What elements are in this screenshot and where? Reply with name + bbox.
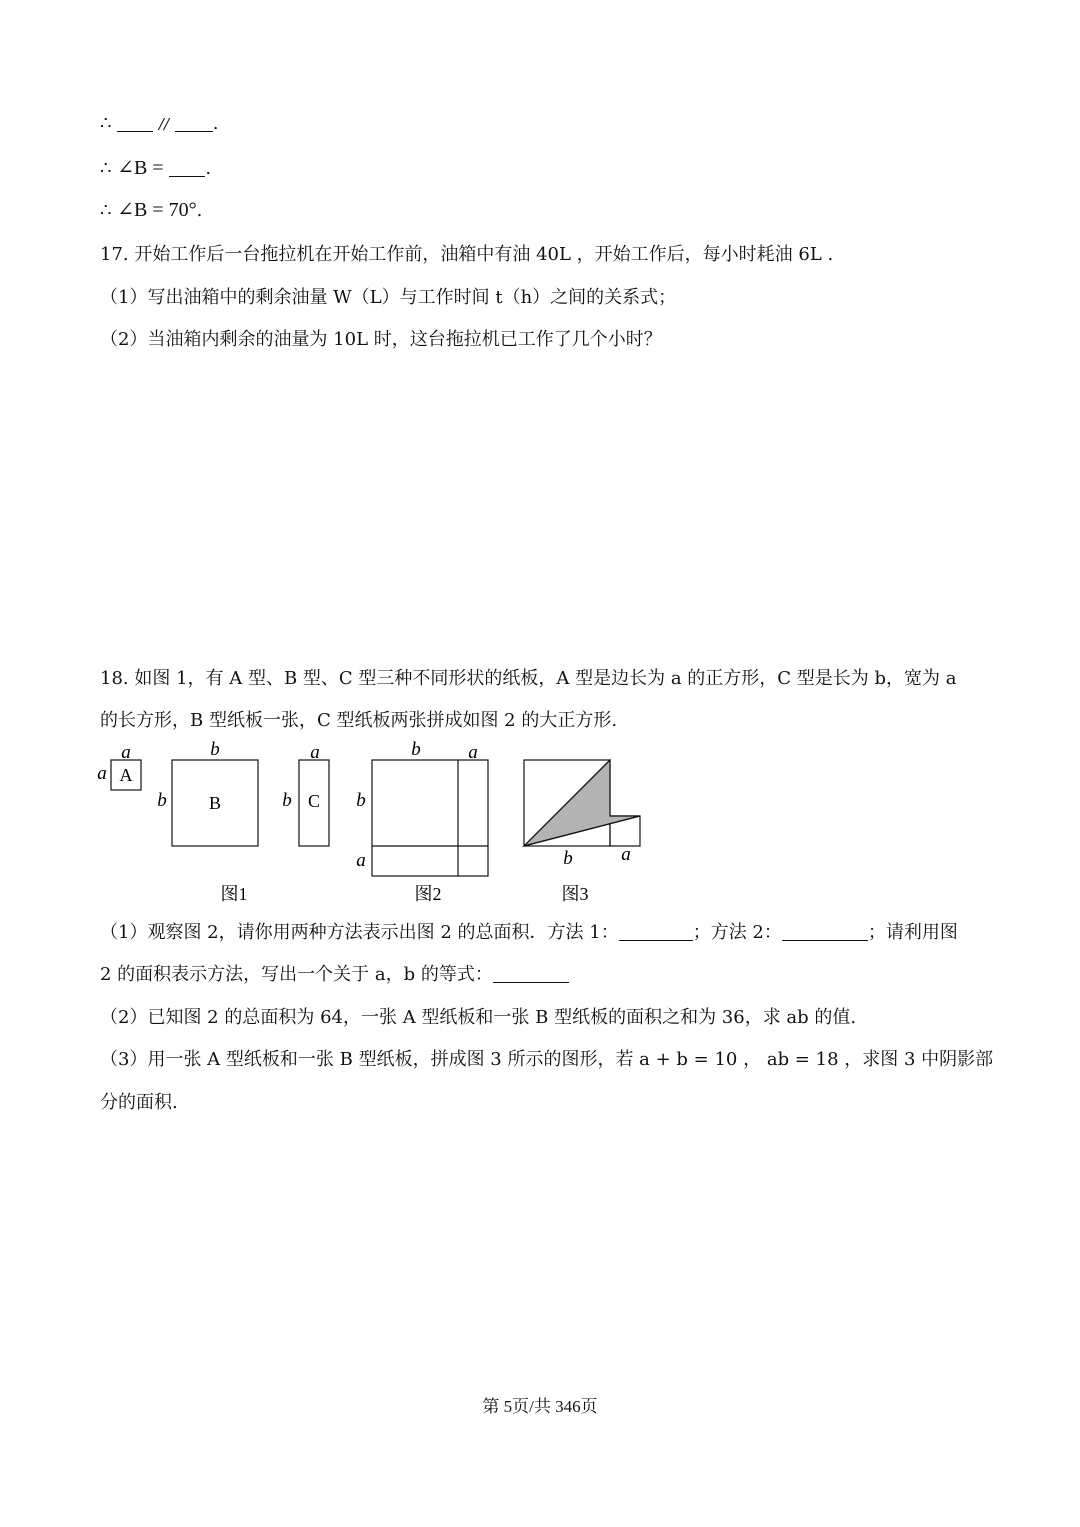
answer-blank <box>117 113 153 132</box>
fig1-dim-b-c-left: b <box>282 790 292 811</box>
q18-figures <box>90 738 670 910</box>
q17-part2: （2）当油箱内剩余的油量为 10L 时，这台拖拉机已工作了几个小时？ <box>100 329 662 350</box>
fig1-rect-c-label: C <box>307 791 321 811</box>
fig2-dim-b-top: b <box>411 739 421 760</box>
fig2-dim-b-left: b <box>356 790 366 811</box>
angle-expression: ∠B = <box>117 157 164 179</box>
q18-stem-line2: 的长方形，B 型纸板一张，C 型纸板两张拼成如图 2 的大正方形. <box>100 710 618 731</box>
method1-blank <box>619 922 693 941</box>
fig2-caption: 图2 <box>414 884 442 904</box>
fig2-dim-a-left: a <box>356 850 366 871</box>
q18-part1-line2: 2 的面积表示方法，写出一个关于 a，b 的等式： <box>100 960 569 986</box>
fig3-dim-b-bottom: b <box>563 848 573 869</box>
fig3-shaded-region <box>524 760 640 846</box>
fig1-dim-b-left: b <box>157 790 167 811</box>
proof-line-parallel: ∴ // . <box>100 113 219 134</box>
q18-part1-line1: （1）观察图 2，请你用两种方法表示出图 2 的总面积．方法 1： ；方法 2： ；请利用图 <box>100 922 958 943</box>
fig1-dim-a-left: a <box>97 763 107 784</box>
fig1-square-a-label: A <box>119 765 133 785</box>
parallel-symbol: // <box>158 115 170 133</box>
fig1-square-b-label: B <box>208 793 222 813</box>
fig2-dim-a-top: a <box>468 742 478 763</box>
page-footer: 第 5页/共 346页 <box>482 1397 598 1416</box>
fig1-caption: 图1 <box>220 884 248 904</box>
fig1-dim-a-c-top: a <box>310 742 320 763</box>
answer-blank <box>175 113 213 132</box>
angle-expression: ∠B = 70° <box>117 199 197 221</box>
q18-stem-line1: 18. 如图 1，有 A 型、B 型、C 型三种不同形状的纸板，A 型是边长为 a 的正方形，C 型是长为 b，宽为 a <box>100 668 957 689</box>
therefore-symbol: ∴ <box>100 158 112 179</box>
therefore-symbol: ∴ <box>100 113 112 134</box>
q18-part2: （2）已知图 2 的总面积为 64，一张 A 型纸板和一张 B 型纸板的面积之和为 36，求 ab 的值. <box>100 1007 857 1028</box>
q17-stem: 17. 开始工作后一台拖拉机在开始工作前，油箱中有油 40L ，开始工作后，每小时耗油 6L . <box>100 244 834 265</box>
proof-line-angle-b-blank: ∴ ∠B = . <box>100 157 212 179</box>
method2-blank <box>782 922 868 941</box>
q18-part3-line2: 分的面积. <box>100 1092 178 1113</box>
q18-part3-line1: （3）用一张 A 型纸板和一张 B 型纸板，拼成图 3 所示的图形，若 a + b = 10 ， ab = 18 ，求图 3 中阴影部 <box>100 1049 994 1070</box>
answer-blank <box>169 158 205 177</box>
therefore-symbol: ∴ <box>100 200 112 221</box>
proof-line-angle-b-value: ∴ ∠B = 70°. <box>100 199 203 221</box>
fig3-caption: 图3 <box>561 884 589 904</box>
fig1-dim-b-top: b <box>210 739 220 760</box>
fig1-dim-a-top: a <box>121 742 131 763</box>
equation-blank <box>493 964 569 983</box>
fig3-dim-a-bottom: a <box>621 844 631 865</box>
q17-part1: （1）写出油箱中的剩余油量 W（L）与工作时间 t（h）之间的关系式； <box>100 287 677 308</box>
fig2-big-square <box>372 760 488 876</box>
